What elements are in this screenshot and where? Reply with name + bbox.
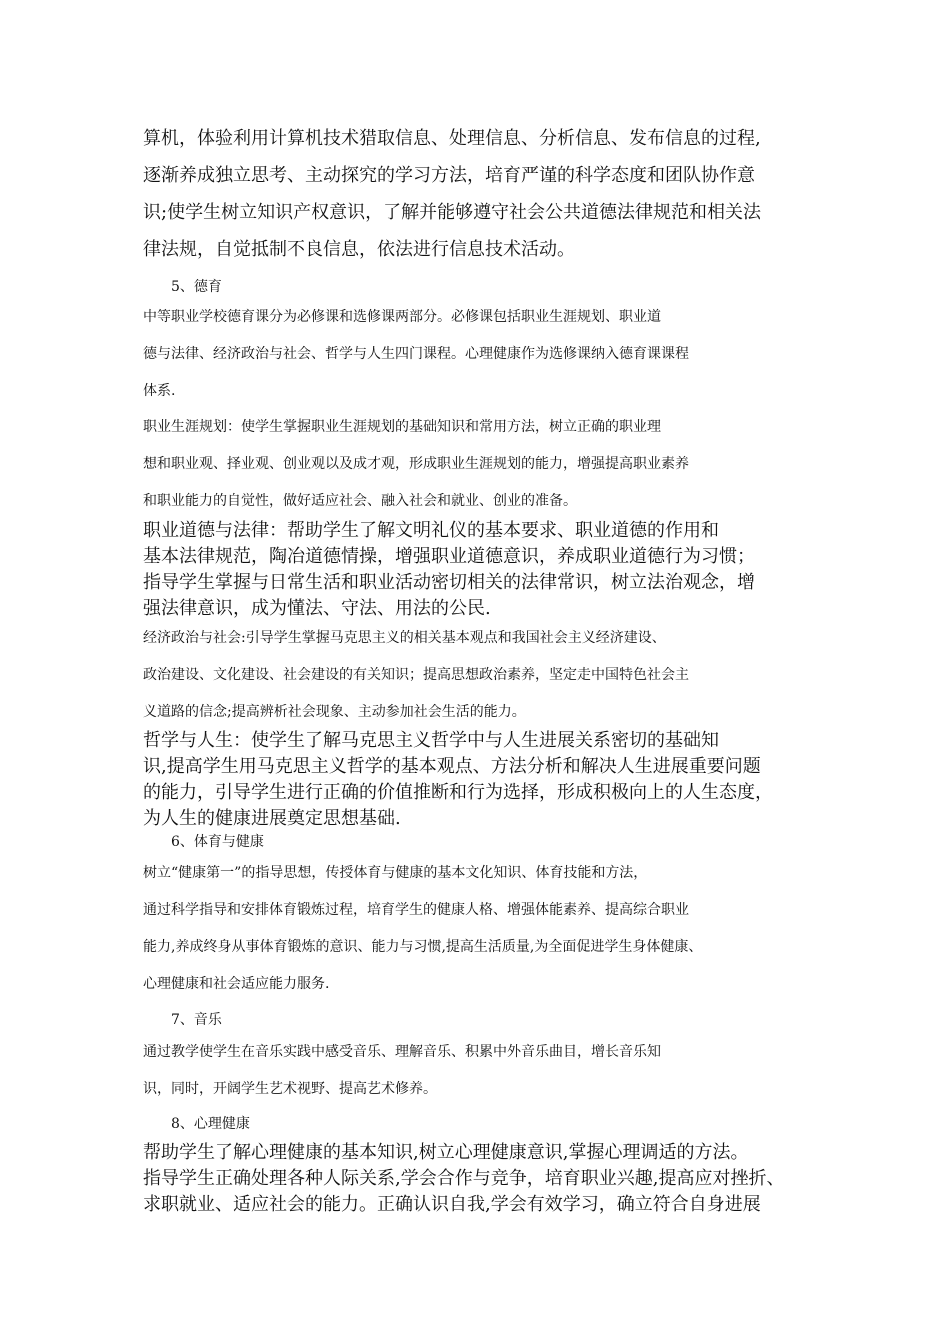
text-line: 识,提高学生用马克思主义哲学的基本观点、方法分析和解决人生进展重要问题 <box>143 756 761 777</box>
text-line: 哲学与人生：使学生了解马克思主义哲学中与人生进展关系密切的基础知 <box>143 730 719 751</box>
paragraph <box>143 1140 823 1218</box>
text-line: 和职业能力的自觉性，做好适应社会、融入社会和就业、创业的准备。 <box>143 493 577 509</box>
text-line: 义道路的信念;提高辨析社会现象、主动参加社会生活的能力。 <box>143 704 526 720</box>
paragraph <box>143 855 823 1003</box>
paragraph <box>143 409 823 520</box>
text-line: 帮助学生了解心理健康的基本知识,树立心理健康意识,掌握心理调适的方法。 <box>143 1142 749 1163</box>
paragraph <box>143 518 823 622</box>
text-line: 求职就业、适应社会的能力。正确认识自我,学会有效学习，确立符合自身进展 <box>143 1194 761 1215</box>
paragraph <box>143 728 823 832</box>
text-line: 算机，体验利用计算机技术猎取信息、处理信息、分析信息、发布信息的过程, <box>143 128 761 149</box>
text-line: 体系. <box>143 383 176 399</box>
section-heading <box>143 277 851 297</box>
text-line: 7、音乐 <box>171 1012 222 1028</box>
section-heading <box>143 1114 851 1134</box>
text-line: 职业生涯规划：使学生掌握职业生涯规划的基础知识和常用方法，树立正确的职业理 <box>143 419 661 435</box>
text-line: 树立“健康第一”的指导思想，传授体育与健康的基本文化知识、体育技能和方法， <box>143 865 648 881</box>
text-line: 基本法律规范，陶冶道德情操，增强职业道德意识，养成职业道德行为习惯； <box>143 546 755 567</box>
text-line: 为人生的健康进展奠定思想基础. <box>143 808 401 829</box>
section-heading <box>143 1010 851 1030</box>
text-line: 8、心理健康 <box>171 1116 250 1132</box>
paragraph <box>143 120 823 268</box>
text-line: 想和职业观、择业观、创业观以及成才观，形成职业生涯规划的能力，增强提高职业素养 <box>143 456 689 472</box>
text-line: 5、德育 <box>171 279 222 295</box>
text-line: 的能力，引导学生进行正确的价值推断和行为选择，形成积极向上的人生态度， <box>143 782 773 803</box>
paragraph <box>143 620 823 731</box>
text-line: 中等职业学校德育课分为必修课和选修课两部分。必修课包括职业生涯规划、职业道 <box>143 309 661 325</box>
paragraph <box>143 299 823 410</box>
text-line: 能力,养成终身从事体育锻炼的意识、能力与习惯,提高生活质量,为全面促进学生身体健康、 <box>143 939 703 955</box>
section-heading <box>143 832 851 852</box>
text-line: 指导学生正确处理各种人际关系,学会合作与竞争，培育职业兴趣,提高应对挫折、 <box>143 1168 785 1189</box>
text-line: 识，同时，开阔学生艺术视野、提高艺术修养。 <box>143 1081 437 1097</box>
text-line: 强法律意识，成为懂法、守法、用法的公民. <box>143 598 491 619</box>
text-line: 德与法律、经济政治与社会、哲学与人生四门课程。心理健康作为选修课纳入德育课课程 <box>143 346 689 362</box>
paragraph <box>143 1034 823 1108</box>
text-line: 6、体育与健康 <box>171 834 264 850</box>
text-line: 逐渐养成独立思考、主动探究的学习方法，培育严谨的科学态度和团队协作意 <box>143 165 755 186</box>
text-line: 政治建设、文化建设、社会建设的有关知识；提高思想政治素养，坚定走中国特色社会主 <box>143 667 689 683</box>
text-line: 职业道德与法律：帮助学生了解文明礼仪的基本要求、职业道德的作用和 <box>143 520 719 541</box>
text-line: 指导学生掌握与日常生活和职业活动密切相关的法律常识，树立法治观念，增 <box>143 572 755 593</box>
text-line: 通过教学使学生在音乐实践中感受音乐、理解音乐、积累中外音乐曲目，增长音乐知 <box>143 1044 661 1060</box>
text-line: 心理健康和社会适应能力服务. <box>143 976 330 992</box>
text-line: 识;使学生树立知识产权意识，了解并能够遵守社会公共道德法律规范和相关法 <box>143 202 762 223</box>
text-line: 律法规，自觉抵制不良信息，依法进行信息技术活动。 <box>143 239 575 260</box>
text-line: 通过科学指导和安排体育锻炼过程，培育学生的健康人格、增强体能素养、提高综合职业 <box>143 902 689 918</box>
text-line: 经济政治与社会:引导学生掌握马克思主义的相关基本观点和我国社会主义经济建设、 <box>143 630 666 646</box>
